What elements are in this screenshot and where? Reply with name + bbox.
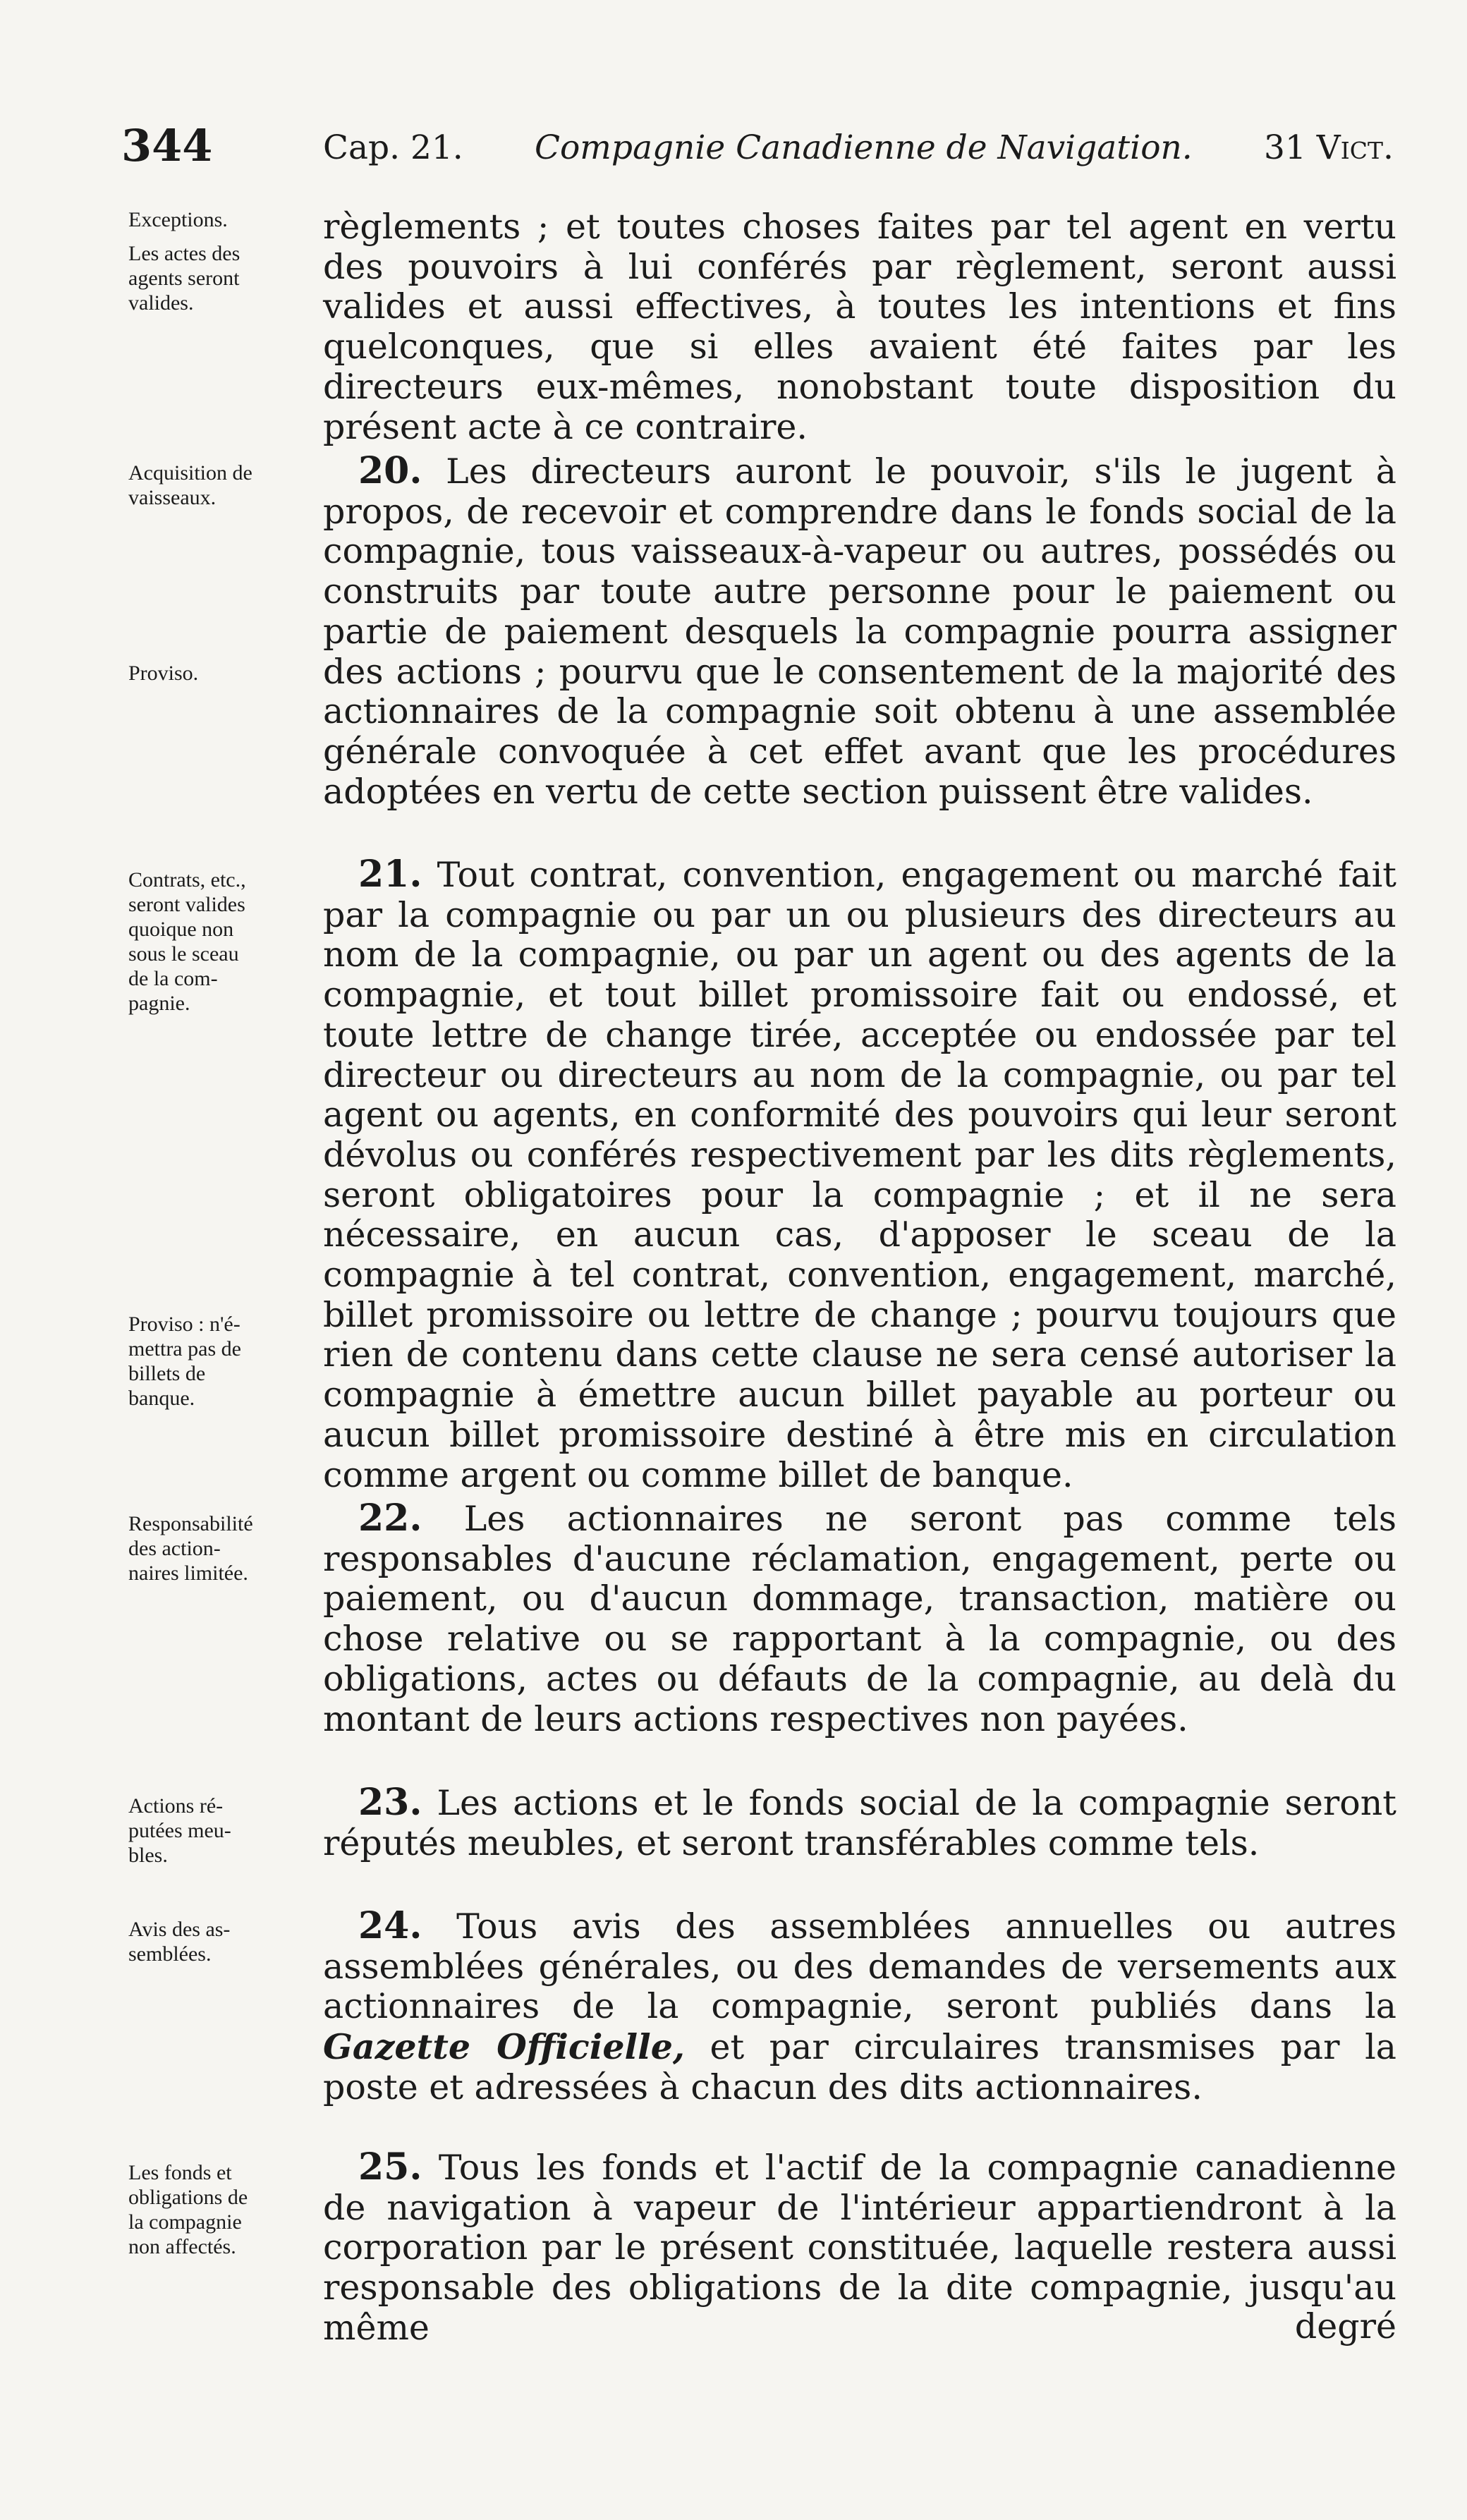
margin-note: Les actes des agents seront valides. [128, 242, 241, 315]
margin-note: Avis des as- semblées. [128, 1918, 231, 1966]
section-number: 22. [358, 1497, 422, 1540]
margin-note: Acquisition de vaisseaux. [128, 461, 252, 509]
regnal-year: 31 Vict. [1264, 128, 1394, 167]
section-body: Tous les fonds et l'actif de la compagnie canadienne de navigation à vapeur de l'intérieur appartiendront à la corporation par le présent constituée, laquelle restera aussi responsable des obligations de la dite compagnie, jusqu'au même [323, 2148, 1397, 2348]
section-text [323, 1906, 1396, 2108]
section-text [323, 1783, 1396, 1863]
section-text [323, 1499, 1396, 1739]
margin-note: Proviso : n'é- mettra pas de billets de banque. [128, 1313, 241, 1410]
margin-notes [128, 451, 313, 685]
running-title: Compagnie Canadienne de Navigation. [535, 128, 1193, 167]
section-text [323, 451, 1396, 812]
margin-note: Les fonds et obligations de la compagnie non affectés. [128, 2161, 248, 2258]
section-body: Les actions et le fonds social de la compagnie seront réputés meubles, et seront transférables comme tels. [323, 1783, 1396, 1863]
catchword: degré [1294, 2306, 1396, 2346]
section-text [323, 207, 1396, 447]
margin-note: Actions ré- putées meu- bles. [128, 1794, 231, 1867]
section-number: 25. [358, 2145, 422, 2189]
margin-note: Contrats, etc., seront valides quoique non sous le sceau de la com- pagnie. [128, 868, 246, 1015]
section-number: 24. [358, 1904, 422, 1947]
section-body: Les actionnaires ne seront pas comme tels responsables d'aucune réclamation, engagement, perte ou paiement, ou d'aucun dommage, transaction, matière ou chose relative ou se rapportant à la compagnie, ou des obligations, actes ou défauts de la compagnie, au delà du montant de leurs actions respectives non payées. [323, 1499, 1397, 1739]
section-number: 23. [358, 1781, 422, 1824]
section-body-continued: et par circulaires transmises par la poste et adressées à chacun des dits actionnaires. [323, 2027, 1397, 2107]
margin-notes [128, 2148, 313, 2259]
section-body: Tout contrat, convention, engagement ou marché fait par la compagnie ou par un ou plusieurs des directeurs au nom de la compagnie, ou par un agent ou des agents de la compagnie, et tout billet promissoire fait ou endossé, et toute lettre de change tirée, acceptée ou endossée par tel directeur ou directeurs au nom de la compagnie, ou par tel agent ou agents, en conformité des pouvoirs qui leur seront dévolus ou conférés respectivement par les dits règlements, seront obligatoires pour la compagnie ; et il ne sera nécessaire, en aucun cas, d'apposer le sceau de la compagnie à tel contrat, convention, engagement, marché, billet promissoire ou lettre de change ; pourvu toujours que rien de contenu dans cette clause ne sera censé autoriser la compagnie à émettre aucun billet payable au porteur ou aucun billet promissoire destiné à être mis en circulation comme argent ou comme billet de banque. [323, 855, 1396, 1495]
section-number: 21. [358, 853, 422, 896]
gazette-title: Gazette Officielle, [323, 2026, 685, 2068]
section-body: Tous avis des assemblées annuelles ou autres assemblées générales, ou des demandes de versements aux actionnaires de la compagnie, seront publiés dans la [323, 1906, 1397, 2027]
margin-note: Exceptions. [128, 208, 228, 231]
margin-notes [128, 207, 313, 315]
section-text [323, 2145, 1397, 2349]
margin-notes [128, 855, 313, 1410]
chapter-label: Cap. 21. [323, 128, 463, 167]
margin-note: Proviso. [128, 662, 199, 685]
margin-note: Responsabilité des action- naires limitée. [128, 1512, 253, 1585]
margin-notes [128, 1783, 313, 1868]
section-text [323, 855, 1396, 1495]
margin-notes [128, 1499, 313, 1585]
running-head [323, 128, 1394, 167]
section-body: règlements ; et toutes choses faites par tel agent en vertu des pouvoirs à lui conférés par règlement, seront aussi valides et aussi effectives, à toutes les intentions et fins quelconques, que si elles avaient été faites par les directeurs eux-mêmes, nonobstant toute disposition du présent acte à ce contraire. [323, 207, 1396, 447]
margin-notes [128, 1906, 313, 1966]
section-body: Les directeurs auront le pouvoir, s'ils le jugent à propos, de recevoir et comprendre dans le fonds social de la compagnie, tous vaisseaux-à-vapeur ou autres, possédés ou construits par toute autre personne pour le paiement ou partie de paiement desquels la compagnie pourra assigner des actions ; pourvu que le consentement de la majorité des actionnaires de la compagnie soit obtenu à une assemblée générale convoquée à cet effet avant que les procédures adoptées en vertu de cette section puissent être valides. [323, 451, 1396, 812]
page-number: 344 [121, 120, 213, 171]
section-number: 20. [358, 449, 422, 492]
